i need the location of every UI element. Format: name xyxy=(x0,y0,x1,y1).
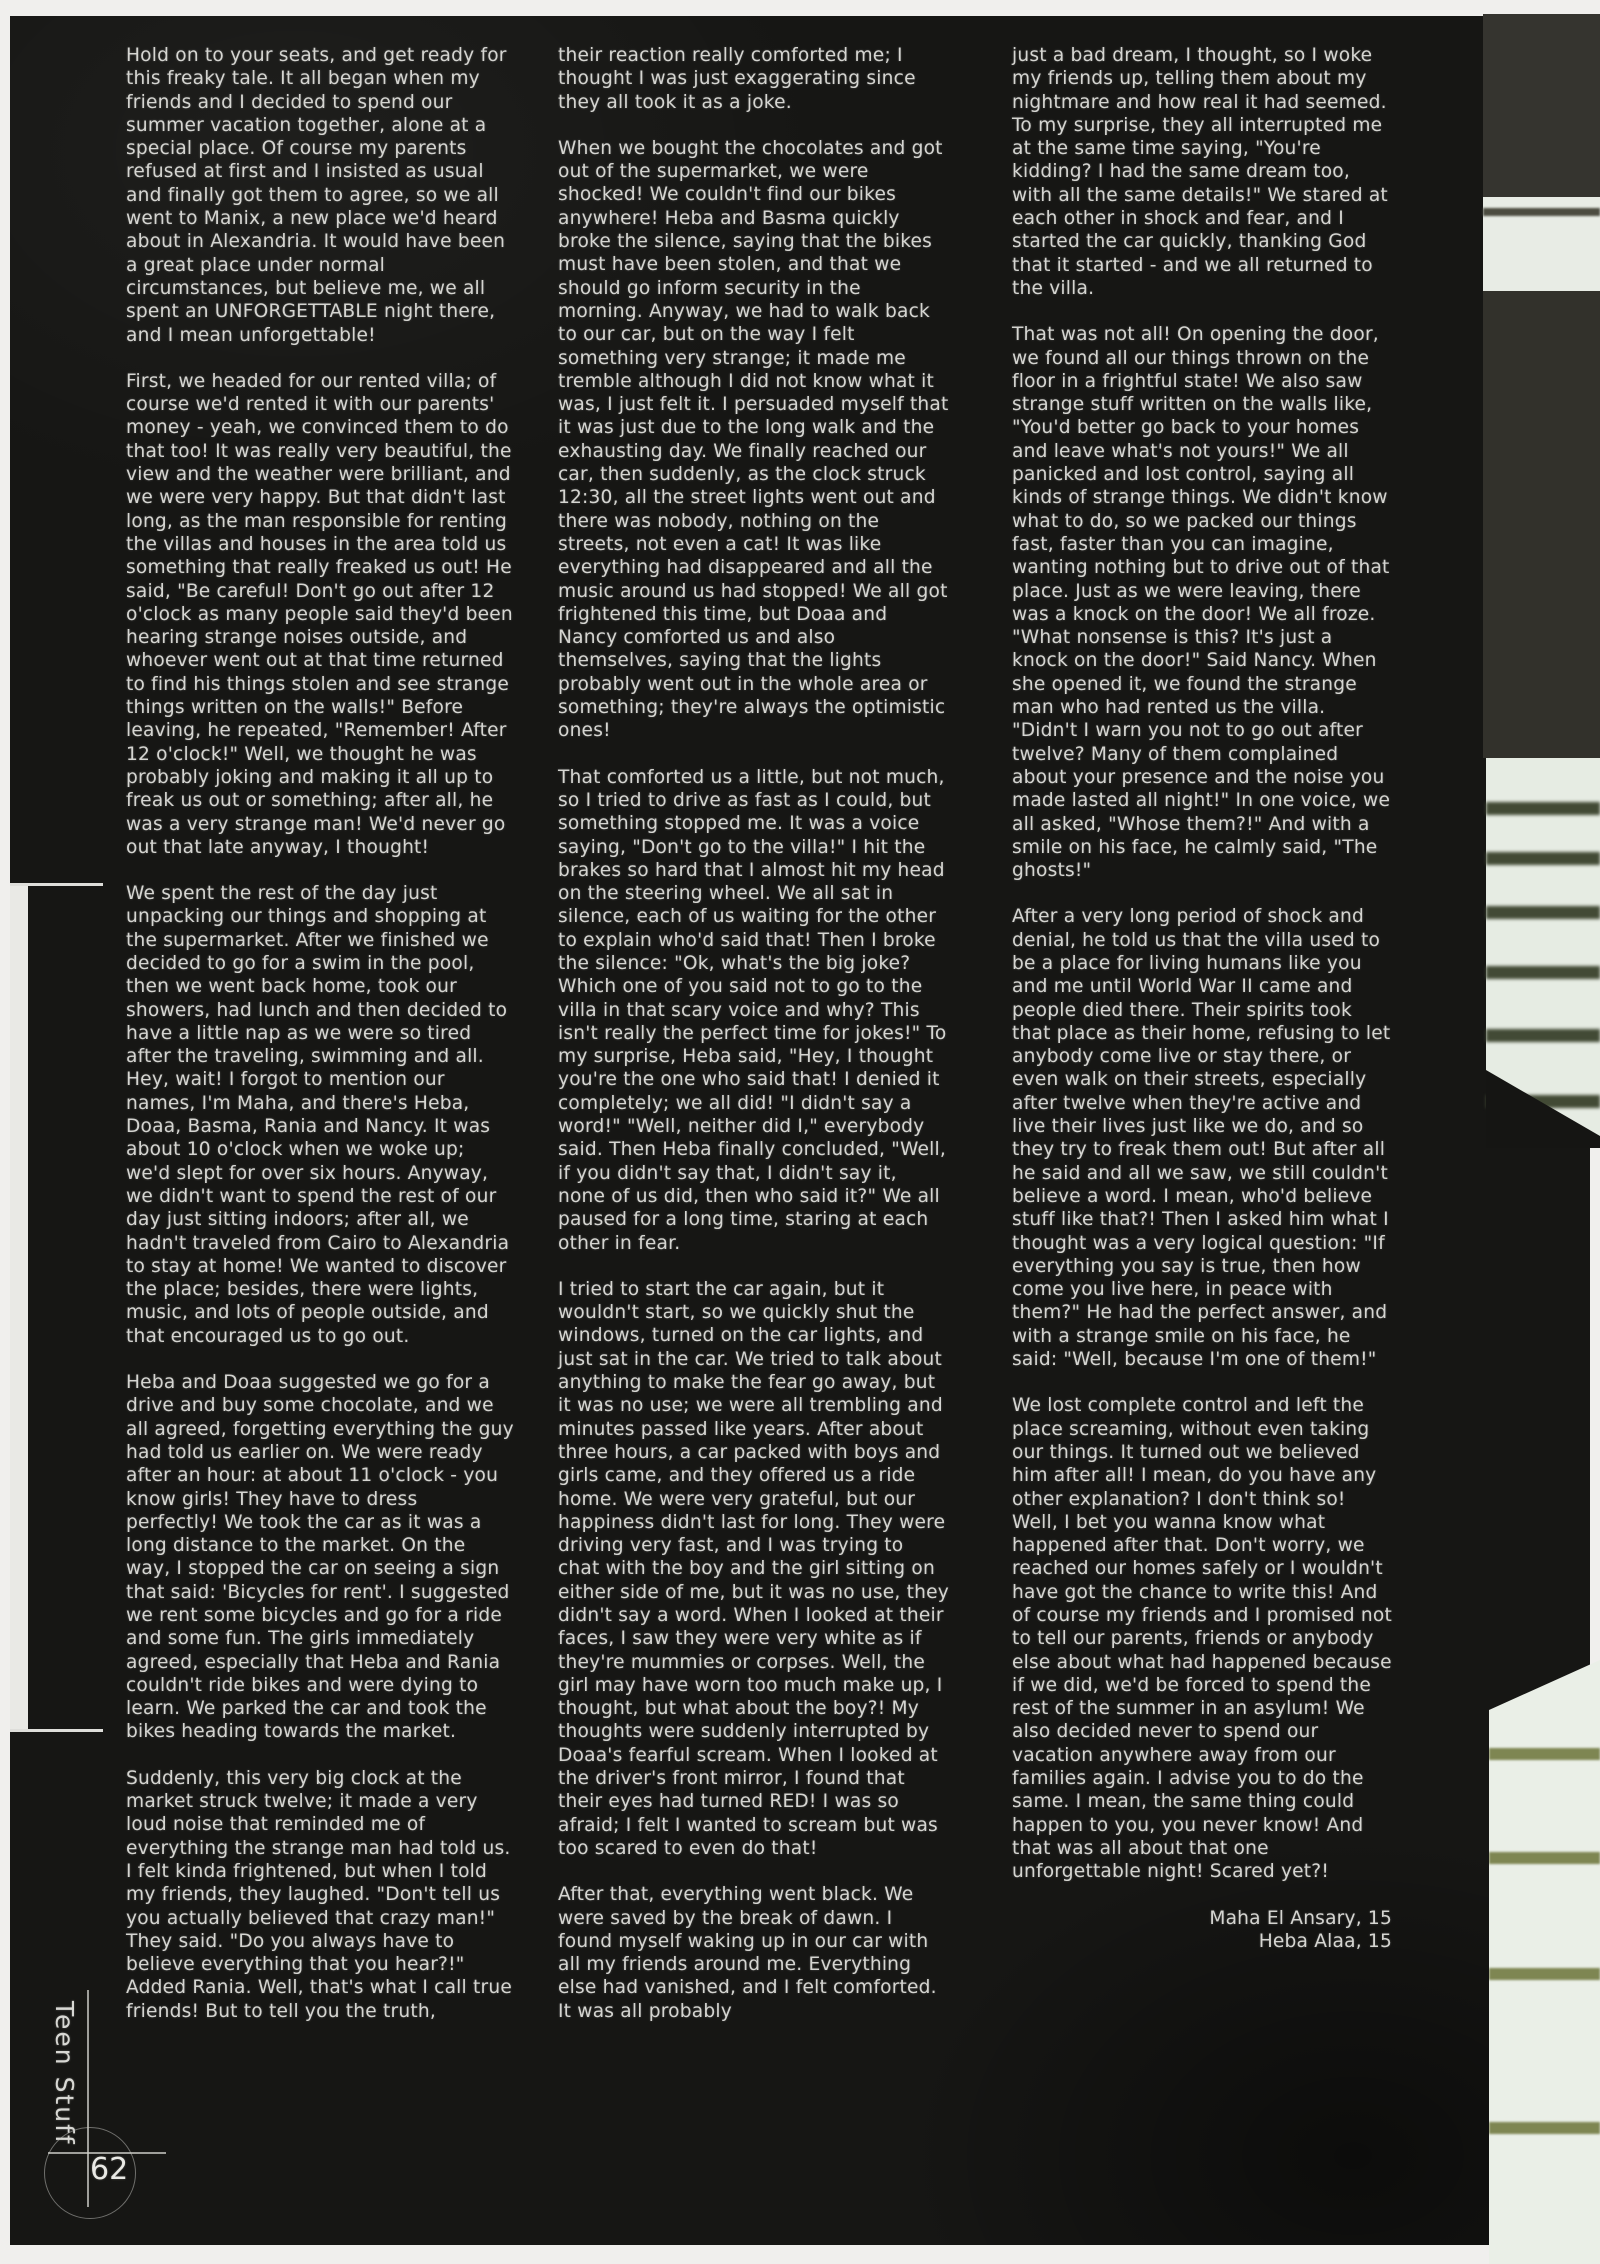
piano-key-gap-line xyxy=(1486,852,1600,865)
piano-key-gap-line xyxy=(1489,1748,1600,1760)
piano-key-gap-line xyxy=(1486,966,1600,979)
piano-key-gap-line xyxy=(1486,906,1600,919)
story-paragraph: just a bad dream, I thought, so I woke my friends up, telling them about my nightmare and how real it had seemed. To my surprise, they all interrupted me at the same time saying, "You're kidding? I had the same dream too, with all the same details!" We stared at each other in shock and fear, and I started the car quickly, thanking God that it started - and we all returned to the villa. xyxy=(1012,45,1388,299)
story-column-2 xyxy=(558,44,950,2046)
story-paragraph: That was not all! On opening the door, we found all our things thrown on the floor in a frightful state! We also saw strange stuff written on the walls like, "You'd better go back to your homes and leave what's not yours!" We all panicked and lost control, saying all kinds of strange things. We didn't know what to do, so we packed our things fast, faster than you can imagine, wanting nothing but to drive out of that place. Just as we were leaving, there was a knock on the door! We all froze. "What nonsense is this? It's just a knock on the door!" Said Nancy. When she opened it, we found the strange man who had rented us the villa. "Didn't I warn you not to go out after twelve? Many of them complained about your presence and the noise you made lasted all night!" In one voice, we all asked, "Whose them?!" And with a smile on his face, he calmly said, "The ghosts!" xyxy=(1012,324,1391,882)
story-paragraph: Suddenly, this very big clock at the market struck twelve; it made a very loud noise that reminded me of everything the strange man had told us. I felt kinda frightened, but when I told my friends, they laughed. "Don't tell us you actually believed that crazy man!" They said. "Do you always have to believe everything that you hear?!" Added Rania. Well, that's what I call true friends! But to tell you the truth, xyxy=(126,1767,512,2022)
story-paragraph: Hold on to your seats, and get ready for this freaky tale. It all began when my friends and I decided to spend our summer vacation together, alone at a special place. Of course my parents refused at first and I insisted as usual and finally got them to agree, so we all went to Manix, a new place we'd heard about in Alexandria. It would have been a great place under normal circumstances, but believe me, we all spent an UNFORGETTABLE night there, and I mean unforgettable! xyxy=(126,45,507,346)
story-column-3 xyxy=(1012,44,1392,1953)
story-column-1 xyxy=(126,44,514,2046)
piano-key-gap-line xyxy=(1486,1029,1600,1042)
piano-keys-photo-bottom xyxy=(1489,1660,1600,2264)
page-diagonal-overlay xyxy=(1486,758,1600,1148)
story-paragraph: That comforted us a little, but not much, so I tried to drive as fast as I could, but something stopped me. It was a voice saying, "Don't go to the villa!" I hit the brakes so hard that I almost hit my head on the steering wheel. We all sat in silence, each of us waiting for the other to explain who'd said that! Then I broke the silence: "Ok, what's the big joke? Which one of you said not to go to the villa in that scary voice and why? This isn't really the perfect time for jokes!" To my surprise, Heba said, "Hey, I thought you're the one who said that! I denied it completely; we all did! "I didn't say a word!" "Well, neither did I," everybody said. Then Heba finally concluded, "Well, if you didn't say that, I didn't say it, none of us did, then who said it?" We all paused for a long time, staring at each other in fear. xyxy=(558,766,947,1254)
piano-key-gap-line xyxy=(1489,1852,1600,1864)
piano-key-gap-line xyxy=(1489,2122,1600,2134)
story-paragraph: When we bought the chocolates and got out of the supermarket, we were shocked! We couldn't find our bikes anywhere! Heba and Basma quickly broke the silence, saying that the bikes must have been stolen, and that we should go inform security in the morning. Anyway, we had to walk back to our car, but on the way I felt something very strange; it made me tremble although I did not know what it was, I just felt it. I persuaded myself that it was just due to the long walk and the exhausting day. We finally reached our car, then suddenly, as the clock struck 12:30, all the street lights went out and there was nobody, nothing on the streets, not even a cat! It was like everything had disappeared and all the music around us had stopped! We all got frightened this time, but Doaa and Nancy comforted us and also themselves, saying that the lights probably went out in the whole area or something; they're always the optimistic ones! xyxy=(558,137,949,742)
piano-key-gap-line xyxy=(1489,1968,1600,1980)
section-label-teen-stuff: Teen Stuff xyxy=(50,2001,79,2146)
piano-photo-dark-top xyxy=(1483,14,1600,197)
left-margin-tab xyxy=(10,886,28,1732)
piano-key-gap-line xyxy=(1483,208,1600,216)
story-paragraph: First, we headed for our rented villa; of course we'd rented it with our parents' money - yeah, we convinced them to do that too! It was really very beautiful, the view and the weather were brilliant, and we were very happy. But that didn't last long, as the man responsible for renting the villas and houses in the area told us something that really freaked us out! He said, "Be careful! Don't go out after 12 o'clock as many people said they'd been hearing strange noises outside, and whoever went out at that time returned to find his things stolen and see strange things written on the walls!" Before leaving, he repeated, "Remember! After 12 o'clock!" Well, we thought he was probably joking and making it all up to freak us out or something; after all, he was a very strange man! We'd never go out that late anyway, I thought! xyxy=(126,370,513,858)
story-paragraph: We spent the rest of the day just unpacking our things and shopping at the supermarket. After we finished we decided to go for a swim in the pool, then we went back home, took our showers, had lunch and then decided to have a little nap as we were so tired after the traveling, swimming and all. Hey, wait! I forgot to mention our names, I'm Maha, and there's Heba, Doaa, Basma, Rania and Nancy. It was about 10 o'clock when we woke up; we'd slept for over six hours. Anyway, we didn't want to spend the rest of our day just sitting indoors; after all, we hadn't traveled from Cairo to Alexandria to stay at home! We wanted to discover the place; besides, there were lights, music, and lots of people outside, and that encouraged us to go out. xyxy=(126,883,510,1347)
piano-key-gap-line xyxy=(1486,802,1600,815)
story-paragraph: We lost complete control and left the place screaming, without even taking our things. It turned out we believed him after all! I mean, do you have any other explanation? I don't think so! Well, I bet you wanna know what happened after that. Don't worry, we reached our homes safely or I wouldn't have got the chance to write this! And of course my friends and I promised not to tell our parents, friends or anybody else about what had happened because if we did, we'd be forced to spend the rest of the summer in an asylum! We also decided never to spend our vacation anywhere away from our families again. I advise you to do the same. I mean, the same thing could happen to you, you never know! And that was all about that one unforgettable night! Scared yet?! xyxy=(1012,1395,1392,1883)
story-paragraph: After a very long period of shock and denial, he told us that the villa used to be a place for living humans like you and me until World War II came and people died there. Their spirits took that place as their home, refusing to let anybody come live or stay there, or even walk on their streets, especially after twelve when they're active and live their lives just like we do, and so they try to freak them out! But after all he said and all we saw, we still couldn't believe a word. I mean, who'd believe stuff like that?! Then I asked him what I thought was a very logical question: "If everything you say is true, then how come you live here, in peace with them?" He had the perfect answer, and with a strange smile on his face, he said: "Well, because I'm one of them!" xyxy=(1012,906,1391,1371)
story-paragraph: Heba and Doaa suggested we go for a drive and buy some chocolate, and we all agreed, forgetting everything the guy had told us earlier on. We were ready after an hour: at about 11 o'clock - you know girls! They have to dress perfectly! We took the car as it was a long distance to the market. On the way, I stopped the car on seeing a sign that said: 'Bicycles for rent'. I suggested we rent some bicycles and go for a ride and some fun. The girls immediately agreed, especially that Heba and Rania couldn't ride bikes and were dying to learn. We parked the car and took the bikes heading towards the market. xyxy=(126,1372,514,1743)
margin-tick-line xyxy=(10,1729,103,1732)
story-paragraph: I tried to start the car again, but it wouldn't start, so we quickly shut the windows, turned on the car lights, and just sat in the car. We tried to talk about anything to make the fear go away, but it was no use; we were all trembling and minutes passed like years. After about three hours, a car packed with boys and girls came, and they offered us a ride home. We were very grateful, but our happiness didn't last for long. They were driving very fast, and I was trying to chat with the boy and the girl sitting on either side of me, but it was no use, they didn't say a word. When I looked at their faces, I saw they were very white as if they're mummies or corpses. Well, the girl may have worn too much make up, I thought, but what about the boy?! My thoughts were suddenly interrupted by Doaa's fearful scream. When I looked at the driver's front mirror, I found that their eyes had turned RED! I was so afraid; I felt I wanted to scream but was too scared to even do that! xyxy=(558,1278,949,1859)
story-paragraph: their reaction really comforted me; I thought I was just exaggerating since they all took it as a joke. xyxy=(558,45,916,113)
piano-photo-white-band xyxy=(1483,197,1600,291)
page-number: 62 xyxy=(90,2152,129,2187)
author-signature: Maha El Ansary, 15 xyxy=(1209,1907,1392,1929)
piano-keys-photo-mid xyxy=(1486,758,1600,1148)
author-signature: Heba Alaa, 15 xyxy=(1258,1930,1392,1952)
story-paragraph: After that, everything went black. We were saved by the break of dawn. I found myself waking up in our car with all my friends around me. Everything else had vanished, and I felt comforted. It was all probably xyxy=(558,1884,937,2022)
piano-photo-dark-mid xyxy=(1483,291,1600,758)
margin-tick-line xyxy=(10,883,103,886)
